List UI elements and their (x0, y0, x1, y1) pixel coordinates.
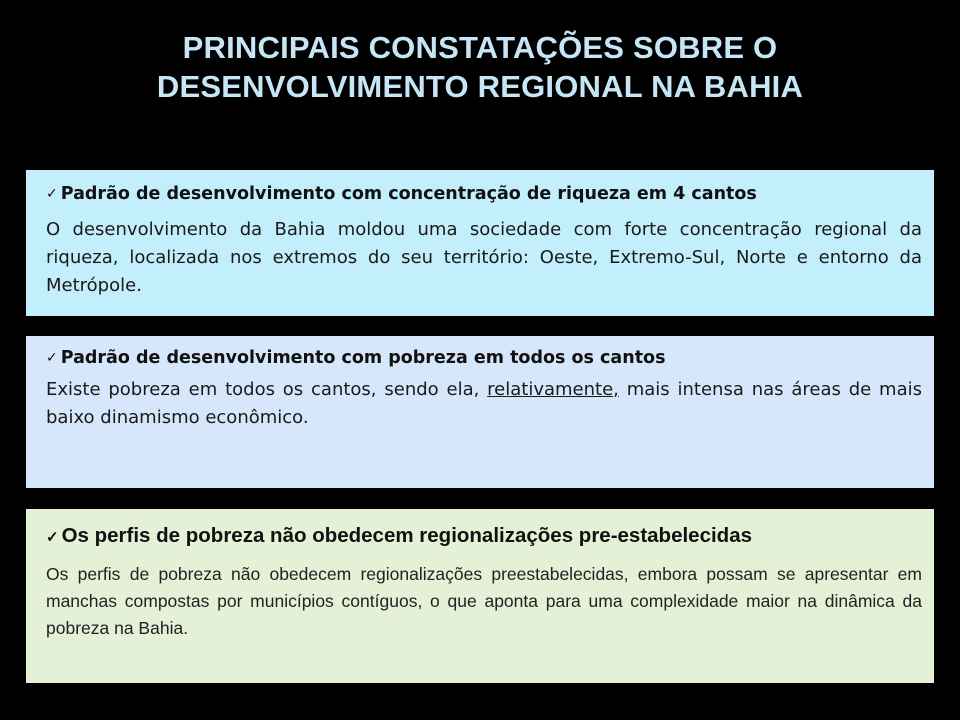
finding-box-poverty-everywhere (26, 336, 934, 488)
slide-title-line-2: DESENVOLVIMENTO REGIONAL NA BAHIA (156, 69, 804, 104)
slide-title-line-1: PRINCIPAIS CONSTATAÇÕES SOBRE O (182, 30, 778, 65)
finding-body-text: Os perfis de pobreza não obedecem regionalizações preestabelecidas, embora possam se apresentar em manchas compostas por municípios contíguos, o que aponta para uma complexidade maior na dinâmica da pobreza na Bahia. (46, 564, 922, 638)
finding-heading (46, 182, 922, 206)
finding-heading-text: Padrão de desenvolvimento com concentração de riqueza em 4 cantos (60, 184, 757, 204)
finding-body-text (46, 376, 922, 432)
finding-heading-text: Os perfis de pobreza não obedecem regionalizações pre-estabelecidas (61, 524, 752, 547)
finding-heading (46, 346, 922, 370)
checkmark-icon: ✓ (46, 350, 58, 366)
underlined-word: relativamente, (487, 379, 619, 400)
checkmark-icon: ✓ (46, 186, 58, 202)
finding-heading-text: Padrão de desenvolvimento com pobreza em todos os cantos (60, 348, 666, 368)
checkmark-icon: ✓ (46, 529, 59, 546)
finding-body-text-end: mais intensa nas áreas de mais baixo dinamismo econômico. (46, 379, 922, 428)
slide-title (40, 28, 920, 106)
finding-body-text-start: Existe pobreza em todos os cantos, sendo ela, (46, 379, 488, 400)
finding-heading (46, 523, 922, 551)
finding-body-text: O desenvolvimento da Bahia moldou uma sociedade com forte concentração regional da riqueza, localizada nos extremos do seu território: Oeste, Extremo-Sul, Norte e entorno da Metrópole. (46, 219, 922, 296)
finding-box-poverty-profiles (26, 509, 934, 683)
finding-box-wealth-concentration (26, 170, 934, 316)
